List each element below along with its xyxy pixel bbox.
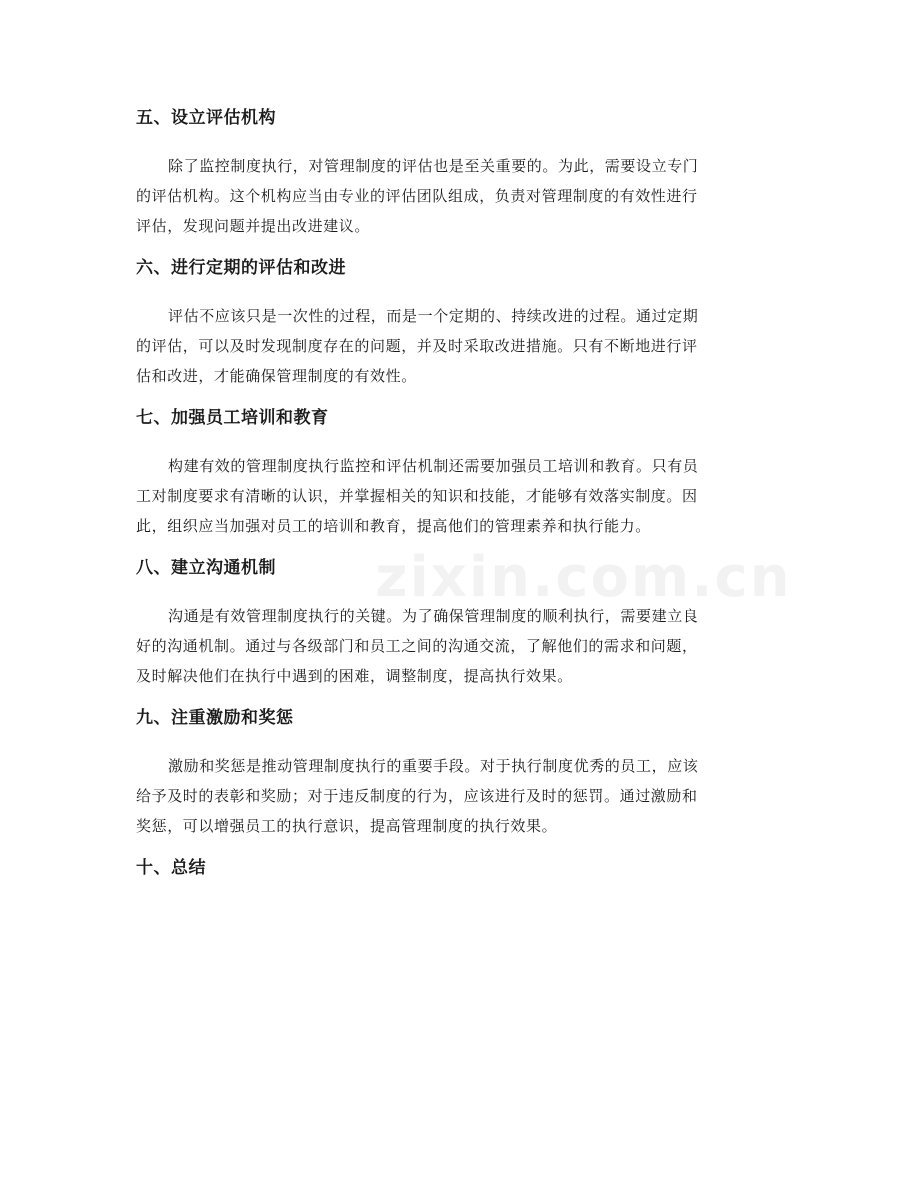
section-heading: 十、总结 [136,858,206,878]
section-paragraph [136,151,784,241]
watermark: zixin.com.cn [375,545,792,610]
paragraph-line: 评估不应该只是一次性的过程，而是一个定期的、持续改进的过程。通过定期 [168,307,699,325]
section-paragraph [136,751,784,841]
document-page [136,106,784,901]
paragraph-line: 的评估，可以及时发现制度存在的问题，并及时采取改进措施。只有不断地进行评 [136,337,698,355]
paragraph-line: 工对制度要求有清晰的认识，并掌握相关的知识和技能，才能够有效落实制度。因 [136,487,698,505]
paragraph-line: 构建有效的管理制度执行监控和评估机制还需要加强员工培训和教育。只有员 [168,457,699,475]
section-paragraph [136,451,784,541]
section-heading: 九、注重激励和奖惩 [136,708,294,728]
section-heading: 八、建立沟通机制 [136,558,276,578]
section-10 [136,856,784,880]
section-6 [136,256,784,391]
paragraph-line: 此，组织应当加强对员工的培训和教育，提高他们的管理素养和执行能力。 [136,517,651,535]
paragraph-line: 估和改进，才能确保管理制度的有效性。 [136,367,417,385]
section-8 [136,556,784,691]
paragraph-line: 奖惩，可以增强员工的执行意识，提高管理制度的执行效果。 [136,817,558,835]
paragraph-line: 沟通是有效管理制度执行的关键。为了确保管理制度的顺利执行，需要建立良 [168,607,699,625]
paragraph-line: 的评估机构。这个机构应当由专业的评估团队组成，负责对管理制度的有效性进行 [136,187,698,205]
section-5 [136,106,784,241]
paragraph-line: 及时解决他们在执行中遇到的困难，调整制度，提高执行效果。 [136,667,573,685]
section-heading: 五、设立评估机构 [136,108,276,128]
paragraph-line: 给予及时的表彰和奖励；对于违反制度的行为，应该进行及时的惩罚。通过激励和 [136,787,698,805]
paragraph-line: 好的沟通机制。通过与各级部门和员工之间的沟通交流，了解他们的需求和问题， [136,637,698,655]
section-heading: 六、进行定期的评估和改进 [136,258,346,278]
paragraph-line: 激励和奖惩是推动管理制度执行的重要手段。对于执行制度优秀的员工，应该 [168,757,699,775]
section-paragraph [136,601,784,691]
section-7 [136,406,784,541]
paragraph-line: 除了监控制度执行，对管理制度的评估也是至关重要的。为此，需要设立专门 [168,157,699,175]
paragraph-line: 评估，发现问题并提出改进建议。 [136,217,371,235]
section-paragraph [136,301,784,391]
section-heading: 七、加强员工培训和教育 [136,408,329,428]
section-9 [136,706,784,841]
